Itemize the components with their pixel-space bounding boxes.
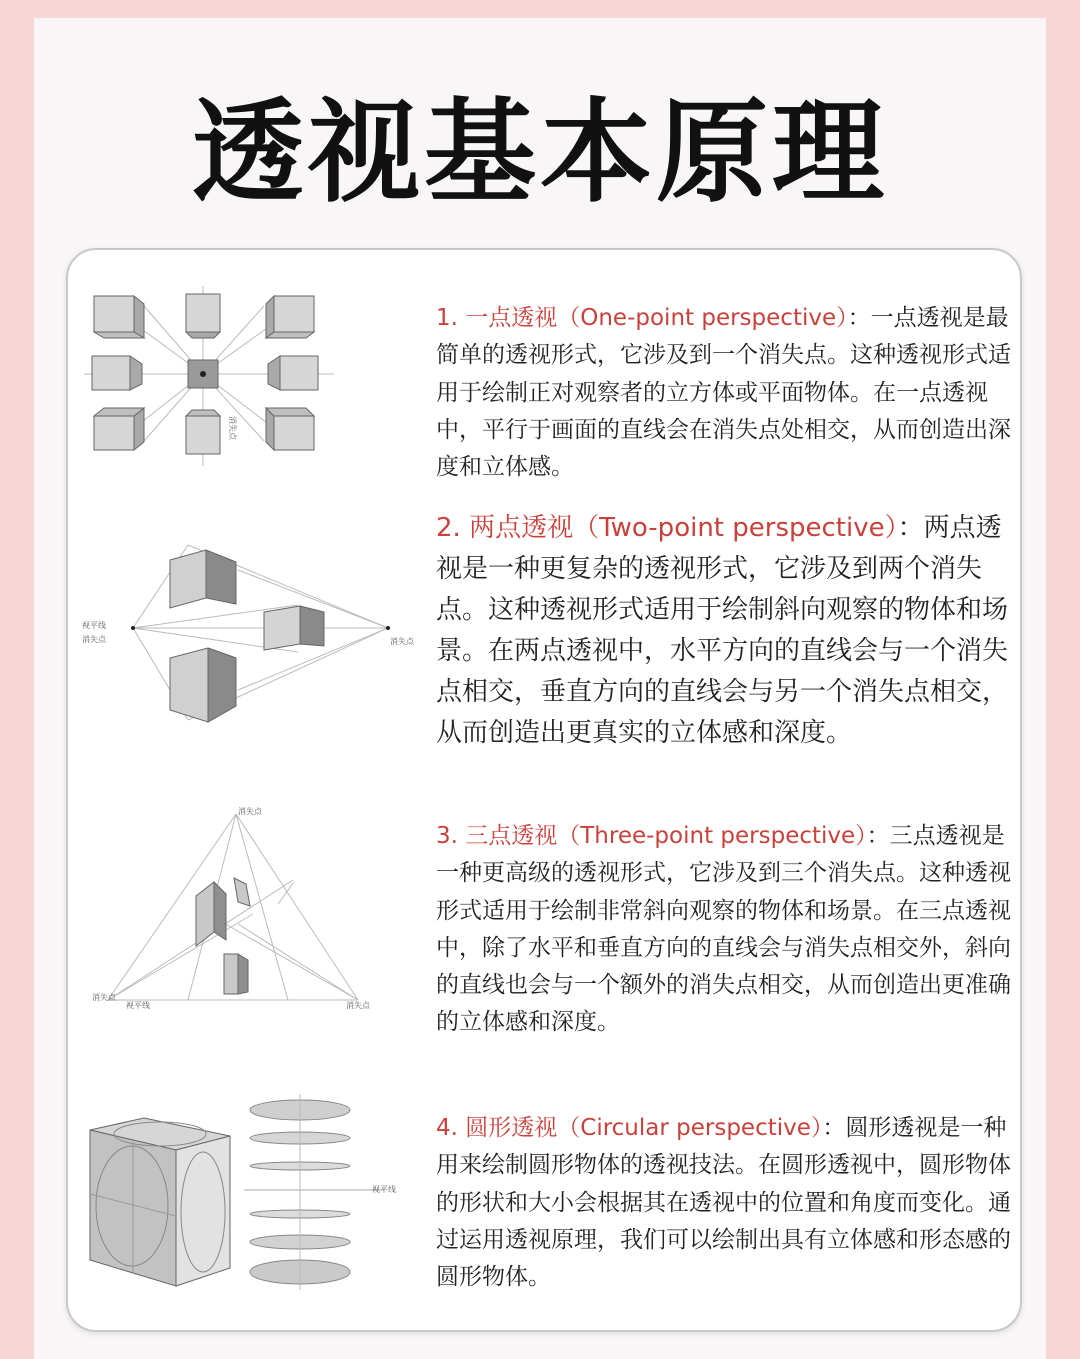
figure-label: 消失点 xyxy=(390,637,414,646)
section-body: 一点透视是最简单的透视形式，它涉及到一个消失点。这种透视形式适用于绘制正对观察者的立方体或平面物体。在一点透视中，平行于画面的直线会在消失点处相交，从而创造出深度和立体感。 xyxy=(436,305,1011,480)
section-text xyxy=(436,300,1011,486)
figure-label: 消失点 xyxy=(346,1001,370,1010)
section-heading: 4. 圆形透视（Circular perspective） xyxy=(436,1115,823,1141)
three-point-figure xyxy=(88,804,388,1014)
figure-label: 消失点 xyxy=(82,635,106,644)
section-heading: 2. 两点透视（Two-point perspective） xyxy=(436,513,898,543)
two-point-figure xyxy=(78,540,426,730)
section-text xyxy=(436,1110,1011,1296)
heading-colon: ： xyxy=(847,305,871,331)
section-heading: 1. 一点透视（One-point perspective） xyxy=(436,305,848,331)
page-title: 透视基本原理 xyxy=(192,88,888,218)
section-heading: 3. 三点透视（Three-point perspective） xyxy=(436,823,867,849)
heading-colon: ： xyxy=(822,1115,846,1141)
figure-label: 视平线 xyxy=(82,621,106,630)
figure-label: 视平线 xyxy=(372,1185,396,1194)
figure-label: 消失点 xyxy=(238,807,262,816)
circular-figure xyxy=(84,1090,414,1300)
figure-label: 消失点 xyxy=(92,993,116,1002)
figure-label: 视平线 xyxy=(126,1001,150,1010)
one-point-figure xyxy=(84,286,334,466)
section-text xyxy=(436,508,1011,754)
section-body: 圆形透视是一种用来绘制圆形物体的透视技法。在圆形透视中，圆形物体的形状和大小会根据其在透视中的位置和角度而变化。通过运用透视原理，我们可以绘制出具有立体感和形态感的圆形物体。 xyxy=(436,1115,1011,1290)
heading-colon: ： xyxy=(897,513,924,543)
section-body: 两点透视是一种更复杂的透视形式，它涉及到两个消失点。这种透视形式适用于绘制斜向观察的物体和场景。在两点透视中，水平方向的直线会与一个消失点相交，垂直方向的直线会与另一个消失点相交，从而创造出更真实的立体感和深度。 xyxy=(436,513,1009,749)
section-text xyxy=(436,818,1011,1042)
heading-colon: ： xyxy=(866,823,890,849)
figure-label: 消失点 xyxy=(228,416,237,440)
section-body: 三点透视是一种更高级的透视形式，它涉及到三个消失点。这种透视形式适用于绘制非常斜向观察的物体和场景。在三点透视中，除了水平和垂直方向的直线会与消失点相交外，斜向的直线也会与一个额外的消失点相交，从而创造出更准确的立体感和深度。 xyxy=(436,823,1011,1036)
